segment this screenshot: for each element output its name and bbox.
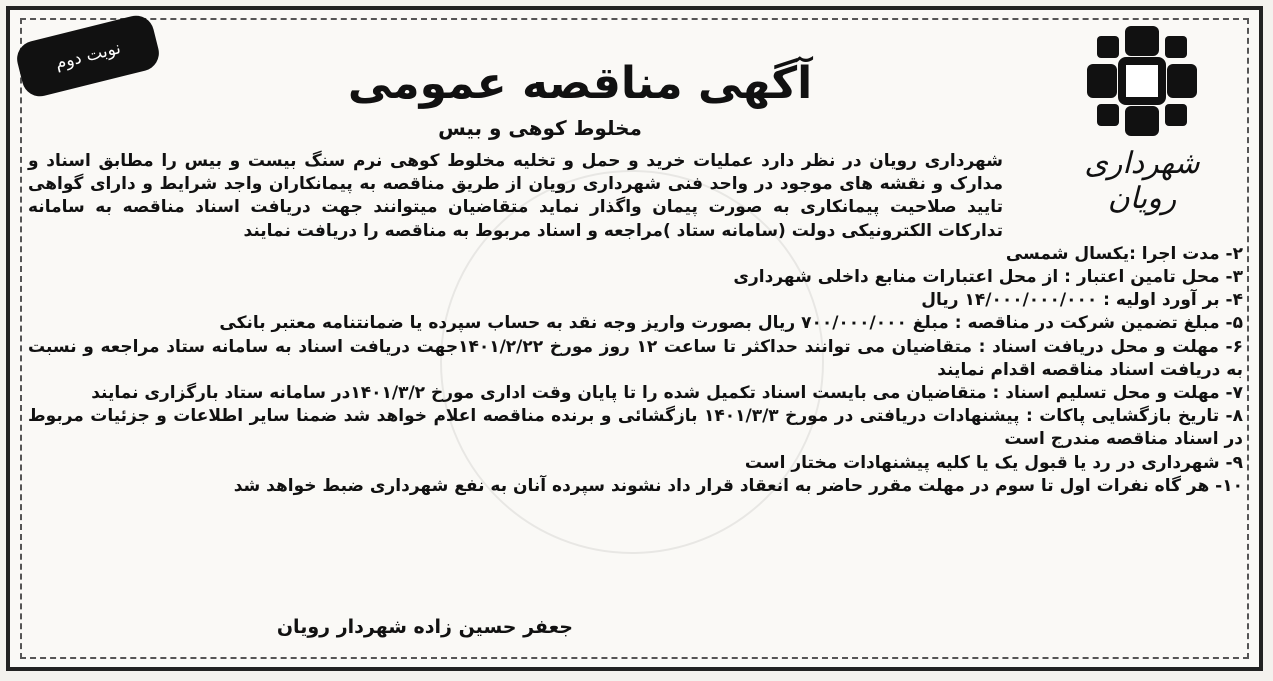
list-item: ۴- بر آورد اولیه : ۱۴/۰۰۰/۰۰۰/۰۰۰ ریال <box>921 290 1243 311</box>
notice-subtitle: مخلوط کوهی و بیس <box>438 116 642 140</box>
conditions-list <box>28 243 1243 498</box>
notice-body <box>28 150 1243 498</box>
notice-title: آگهی مناقصه عمومی <box>347 58 813 109</box>
list-item: ۳- محل تامین اعتبار : از محل اعتبارات منابع داخلی شهرداری <box>733 267 1243 288</box>
intro-paragraph: شهرداری رویان در نظر دارد عملیات خرید و حمل و تخلیه مخلوط کوهی نرم سنگ بیست و بیس را مطابق اسناد و مدارک و نقشه های موجود در واحد فنی شهرداری رویان از طریق مناقصه به پیمانکاران واجد شرایط و دارای گواهی تایید صلاحیت پیمانکاری به صورت پیمان واگذار نماید متقاضیان میتوانند جهت دریافت اسناد مناقصه به سامانه تدارکات الکترونیکی دولت (سامانه ستاد )مراجعه و اسناد مربوط به مناقصه را دریافت نمایند <box>28 151 1003 241</box>
logo-text: شهرداری رویان <box>1084 146 1200 216</box>
list-item: ۲- مدت اجرا :یکسال شمسی <box>1005 243 1243 264</box>
logo-emblem-icon <box>1087 26 1197 136</box>
signature: جعفر حسین زاده شهردار رویان <box>276 616 573 638</box>
list-item: ۱۰- هر گاه نفرات اول تا سوم در مهلت مقرر حاضر به انعقاد قرار داد نشوند سپرده آنان به نفع شهرداری ضبط خواهد شد <box>233 475 1243 496</box>
list-item: ۶- مهلت و محل دریافت اسناد : متقاضیان می توانند حداکثر تا ساعت ۱۲ روز مورخ ۱۴۰۱/۲/۲۲جهت دریافت اسناد به سامانه ستاد مراجعه و نسبت به دریافت اسناد مناقصه اقدام نمایند <box>28 336 1243 380</box>
list-item: ۵- مبلغ تضمین شرکت در مناقصه : مبلغ ۷۰۰/۰۰۰/۰۰۰ ریال بصورت واریز وجه نقد به حساب سپرده یا ضمانتنامه معتبر بانکی <box>219 313 1243 334</box>
round-badge: نوبت دوم <box>13 12 162 100</box>
list-item: ۹- شهرداری در رد یا قبول یک یا کلیه پیشنهادات مختار است <box>744 452 1243 473</box>
list-item: ۸- تاریخ بازگشایی پاکات : پیشنهادات دریافتی در مورخ ۱۴۰۱/۳/۳ بازگشائی و برنده مناقصه اعلام خواهد شد ضمنا سایر اطلاعات و جزئیات مربوط در اسناد مناقصه مندرج است <box>28 406 1243 450</box>
list-item: ۷- مهلت و محل تسلیم اسناد : متقاضیان می بایست اسناد تکمیل شده را تا پایان وقت اداری مورخ ۱۴۰۱/۳/۲در سامانه ستاد بارگزاری نمایند <box>91 383 1243 404</box>
